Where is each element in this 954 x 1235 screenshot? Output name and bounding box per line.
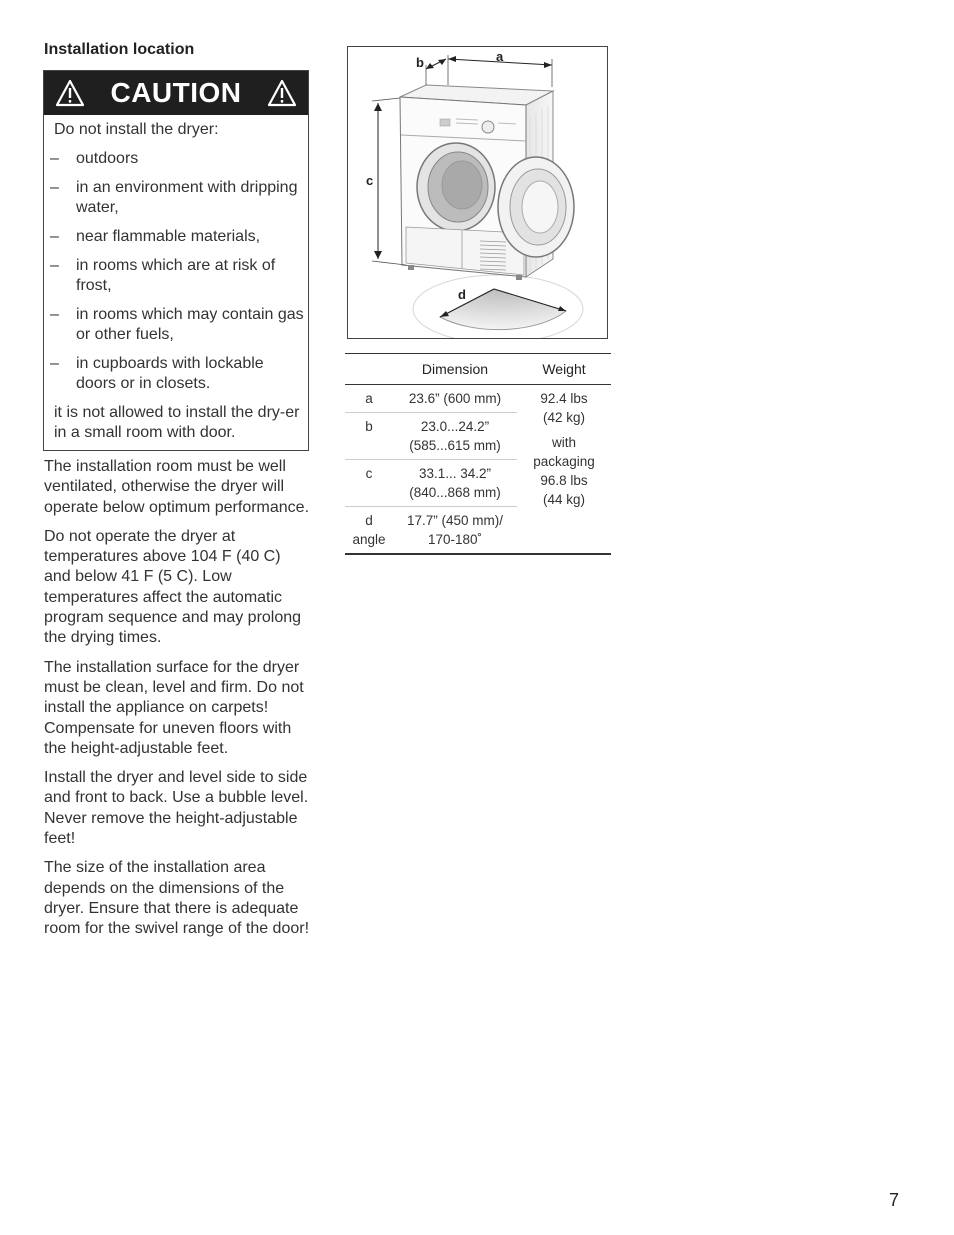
warning-triangle-icon — [267, 79, 297, 107]
paragraph: Install the dryer and level side to side and front to back. Use a bubble level. Never remove the height-adjustable feet! — [44, 769, 309, 848]
caution-intro: Do not install the dryer: — [54, 121, 219, 138]
row-value — [393, 507, 517, 555]
caution-body — [44, 115, 308, 443]
label-d: d — [458, 287, 466, 302]
list-item: – in an environment with dripping water, — [54, 178, 308, 218]
row-value — [393, 460, 517, 507]
list-item: – in cupboards with lockable doors or in closets. — [54, 354, 308, 394]
body-text — [44, 457, 310, 949]
row-key — [345, 507, 393, 555]
caution-box — [43, 70, 309, 451]
label-c: c — [366, 173, 374, 188]
caution-header — [44, 71, 308, 115]
weight-cell — [517, 385, 611, 555]
row-value-line: 17.7” (450 mm)/ — [406, 513, 504, 528]
section-title: Installation location — [44, 41, 195, 58]
row-value-line: 23.6” (600 mm) — [408, 391, 502, 406]
row-value-line: 170-180˚ — [427, 532, 483, 547]
row-key: b — [345, 413, 393, 460]
paragraph: Do not operate the dryer at temperatures above 104 F (40 C) and below 41 F (5 C). Low temperatures affect the automatic program sequence and may prolong the drying times. — [44, 527, 302, 647]
row-value-line: 23.0...24.2” — [420, 419, 490, 434]
row-key-line: d — [365, 513, 373, 528]
list-item: – in rooms which may contain gas or other fuels, — [54, 305, 308, 345]
row-value — [393, 385, 517, 413]
row-key-line: angle — [352, 532, 386, 547]
paragraph: The installation surface for the dryer must be clean, level and firm. Do not install the appliance on carpets! Compensate for uneven floors with the height-adjustable feet. — [44, 658, 304, 757]
caution-note: it is not allowed to install the dry-er in a small room with door. — [54, 404, 300, 441]
label-a: a — [496, 49, 504, 64]
dryer-illustration — [348, 47, 607, 338]
page-number: 7 — [889, 1190, 900, 1210]
paragraph: The installation room must be well ventilated, otherwise the dryer will operate below optimum performance. — [44, 458, 310, 516]
row-value-line: 33.1... 34.2” — [418, 466, 492, 481]
row-key: c — [345, 460, 393, 507]
table-row — [345, 385, 611, 413]
dimensions-table — [345, 353, 611, 555]
paragraph: The size of the installation area depends on the dimensions of the dryer. Ensure that there is adequate room for the swivel range of the door! — [44, 859, 310, 938]
warning-triangle-icon — [55, 79, 85, 107]
caution-list — [54, 149, 308, 394]
label-b: b — [416, 55, 424, 70]
row-value-line: (585...615 mm) — [409, 438, 501, 453]
list-item: – near flammable materials, — [54, 227, 308, 247]
weight-line: 96.8 lbs — [540, 473, 588, 488]
list-item: – in rooms which are at risk of frost, — [54, 256, 308, 296]
row-value — [393, 413, 517, 460]
weight-line: with — [551, 435, 576, 450]
table-header-weight: Weight — [517, 354, 611, 385]
weight-line: (44 kg) — [542, 492, 586, 507]
row-value-line: (840...868 mm) — [409, 485, 501, 500]
caution-title: CAUTION — [110, 77, 242, 108]
list-item: – outdoors — [54, 149, 308, 169]
weight-line: (42 kg) — [542, 410, 586, 425]
weight-line: 92.4 lbs — [540, 391, 588, 406]
table-header-dimension: Dimension — [393, 354, 517, 385]
weight-line: packaging — [533, 454, 595, 469]
table-header-key — [345, 354, 393, 385]
dryer-dimensions-diagram — [347, 46, 608, 339]
row-key: a — [345, 385, 393, 413]
